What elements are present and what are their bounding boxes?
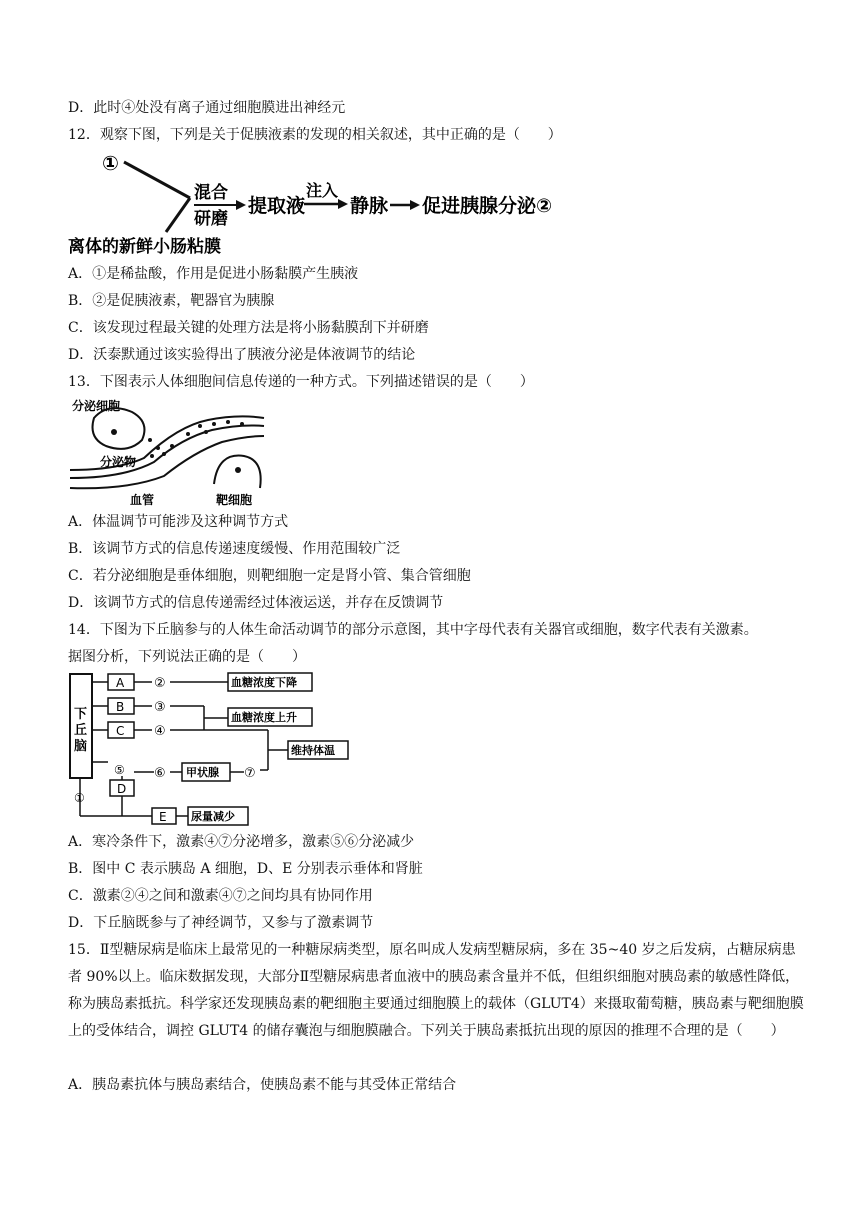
q12-option-d: D．沃泰默通过该实验得出了胰液分泌是体液调节的结论 — [68, 347, 416, 363]
q13-stem: 13．下图表示人体细胞间信息传递的一种方式。下列描述错误的是（ ） — [68, 374, 534, 390]
q14-fig-label-b: B — [116, 700, 125, 714]
q12-fig-promote: 促进胰腺分泌② — [422, 195, 553, 217]
q13-fig-dot — [150, 454, 154, 458]
q13-fig-vessel-mid — [70, 426, 264, 479]
q12-option-b: B．②是促胰液素，靶器官为胰腺 — [68, 293, 275, 309]
q13-fig-dot — [186, 432, 190, 436]
q14-fig-label-d: D — [117, 782, 127, 796]
q14-fig-hypothalamus-1: 下 — [74, 707, 88, 722]
q12-fig-arrow-diag — [124, 162, 190, 198]
q13-fig-dot — [156, 446, 160, 450]
q14-option-d: D．下丘脑既参与了神经调节，又参与了激素调节 — [68, 915, 374, 931]
q13-fig-vessel: 血管 — [130, 493, 155, 507]
q14-fig-urine-less: 尿量减少 — [191, 810, 235, 823]
q14-option-b: B．图中 C 表示胰岛 A 细胞，D、E 分别表示垂体和肾脏 — [68, 861, 423, 877]
q14-fig-label-c: C — [116, 724, 125, 738]
q15-stem: 15．Ⅱ型糖尿病是临床上最常见的一种糖尿病类型，原名叫成人发病型糖尿病，多在 35~40 岁之后发病，占糖尿病患者 90%以上。临床数据发现，大部分Ⅱ型糖尿病患者血液中的胰岛素含量并不低，但组织细胞对胰岛素的敏感性降低，称为胰岛素抵抗。科学家还发现胰岛素的靶细胞主要通过细胞膜上的载体（GLUT4）来摄取葡萄糖，胰岛素与靶细胞膜上的受体结合，调控 GLUT4 的储存囊泡与细胞膜融合。下列关于胰岛素抵抗出现的原因的推理不合理的是（ ） — [68, 942, 804, 1039]
q13-fig-target-cell: 靶细胞 — [216, 493, 253, 507]
q13-fig-dot — [212, 422, 216, 426]
q13-fig-dot — [162, 452, 166, 456]
q12-fig-grind: 研磨 — [194, 209, 228, 229]
q14-fig-hypothalamus-3: 脑 — [74, 739, 88, 754]
q14-fig-num-1: ① — [74, 791, 85, 805]
q12-fig-arrow-diag2 — [166, 198, 190, 232]
q14-fig-num-6: ⑥ — [154, 766, 166, 781]
q13-fig-dot — [170, 444, 174, 448]
q13-option-c: C．若分泌细胞是垂体细胞，则靶细胞一定是肾小管、集合管细胞 — [68, 568, 471, 584]
q14-fig-thyroid: 甲状腺 — [186, 766, 219, 779]
q14-fig-hypothalamus-2: 丘 — [74, 723, 88, 738]
q13-option-b: B．该调节方式的信息传递速度缓慢、作用范围较广泛 — [68, 541, 401, 557]
q14-stem-line-1: 14．下图为下丘脑参与的人体生命活动调节的部分示意图，其中字母代表有关器官或细胞，数字代表有关激素。 — [68, 622, 758, 638]
q14-fig-num-4: ④ — [154, 724, 166, 739]
q13-fig-dot — [198, 424, 202, 428]
q13-figure — [68, 396, 268, 508]
q14-fig-num-2: ② — [154, 676, 166, 691]
q12-stem: 12．观察下图，下列是关于促胰液素的发现的相关叙述，其中正确的是（ ） — [68, 127, 562, 143]
q13-fig-dot — [226, 420, 230, 424]
q14-fig-num-3: ③ — [154, 700, 166, 715]
q14-fig-label-e: E — [159, 810, 167, 824]
q13-fig-secretion: 分泌物 — [100, 455, 137, 469]
q12-fig-arrowhead-3 — [410, 200, 420, 210]
q12-option-a: A．①是稀盐酸，作用是促进小肠黏膜产生胰液 — [68, 266, 359, 282]
q13-fig-dot — [204, 430, 208, 434]
q12-fig-arrowhead-1 — [236, 200, 246, 210]
q14-fig-num-5: ⑤ — [114, 763, 125, 777]
q12-figure — [68, 148, 570, 260]
q13-option-d: D．该调节方式的信息传递需经过体液运送，并存在反馈调节 — [68, 595, 444, 611]
q14-fig-num-7: ⑦ — [244, 766, 256, 781]
q12-option-c: C．该发现过程最关键的处理方法是将小肠黏膜刮下并研磨 — [68, 320, 429, 336]
q11-option-d: D．此时④处没有离子通过细胞膜进出神经元 — [68, 100, 346, 116]
q13-fig-nucleus-1 — [111, 429, 117, 435]
q13-fig-dot — [240, 422, 244, 426]
q14-fig-label-a: A — [116, 676, 125, 690]
q12-fig-label-1: ① — [102, 151, 119, 175]
q13-fig-secreting-cell-shape — [93, 408, 145, 449]
q13-fig-secreting-cell: 分泌细胞 — [72, 399, 121, 413]
q14-fig-sugar-up: 血糖浓度上升 — [231, 711, 297, 724]
q13-fig-nucleus-2 — [235, 467, 241, 473]
q12-fig-extract: 提取液 — [248, 195, 306, 217]
q14-option-c: C．激素②④之间和激素④⑦之间均具有协同作用 — [68, 888, 373, 904]
q14-figure — [68, 670, 358, 830]
q14-fig-sugar-down: 血糖浓度下降 — [231, 676, 297, 689]
q12-fig-arrowhead-2 — [338, 199, 348, 209]
q14-stem-line-2: 据图分析，下列说法正确的是（ ） — [68, 649, 306, 665]
q12-fig-vein: 静脉 — [350, 195, 389, 217]
q14-fig-keep-temp: 维持体温 — [291, 744, 335, 757]
q12-fig-mix: 混合 — [194, 183, 228, 203]
q15-option-a: A．胰岛素抗体与胰岛素结合，使胰岛素不能与其受体正常结合 — [68, 1077, 457, 1093]
q12-fig-inject: 注入 — [306, 181, 339, 200]
q12-fig-mucosa: 离体的新鲜小肠粘膜 — [68, 237, 221, 257]
q13-fig-dot — [148, 438, 152, 442]
q13-option-a: A．体温调节可能涉及这种调节方式 — [68, 514, 289, 530]
q14-option-a: A．寒冷条件下，激素④⑦分泌增多，激素⑤⑥分泌减少 — [68, 834, 415, 850]
